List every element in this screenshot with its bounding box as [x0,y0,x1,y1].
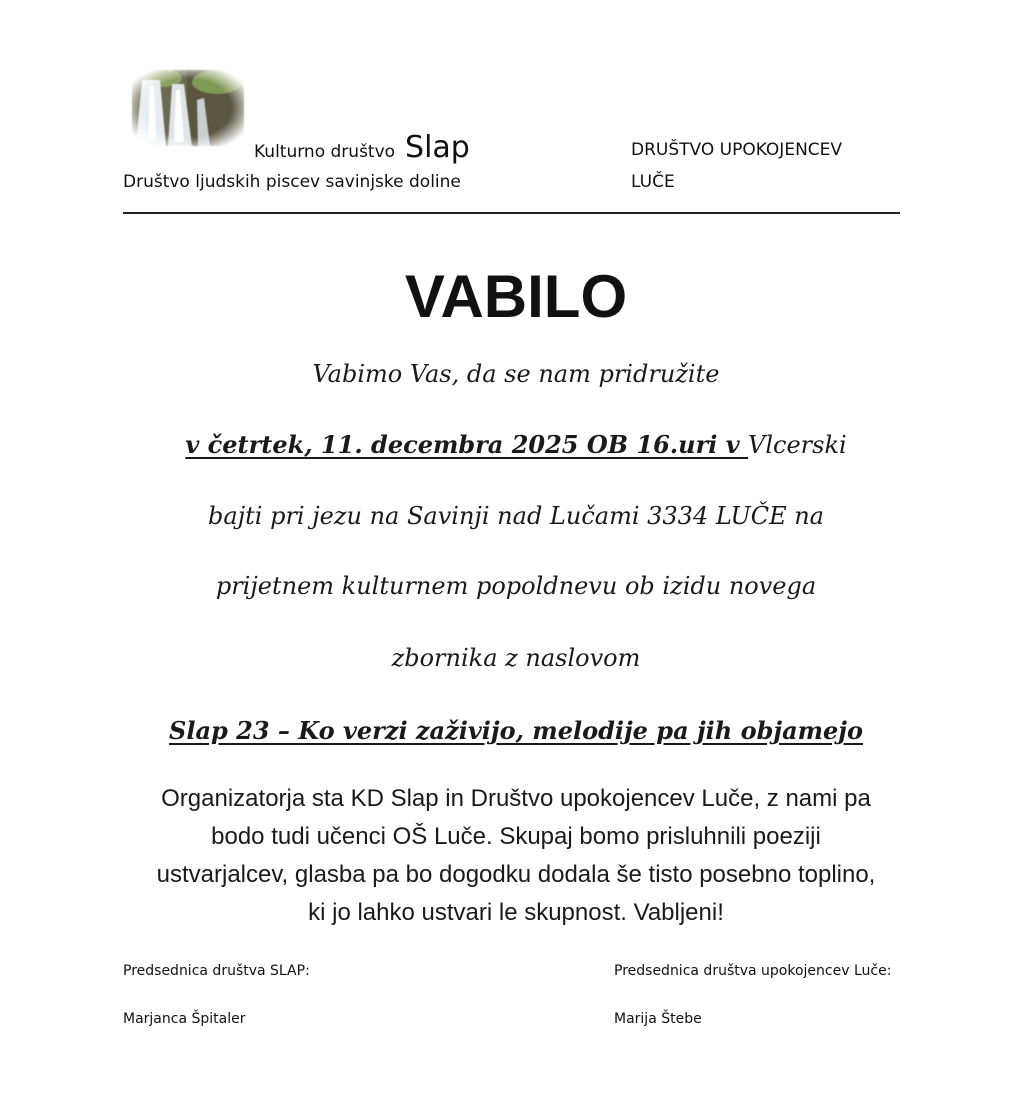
paragraph-line-4: ki jo lahko ustvari le skupnost. Vabljeni! [308,899,724,926]
paragraph-line-2: bodo tudi učenci OŠ Luče. Skupaj bomo prisluhnili poeziji [211,823,821,850]
book-title: Slap 23 – Ko verzi zaživijo, melodije pa jih objamejo [169,716,863,745]
header-divider [123,212,900,214]
invite-line-4: prijetnem kulturnem popoldnevu ob izidu novega [215,572,817,600]
paragraph-line-1: Organizatorja sta KD Slap in Društvo upokojencev Luče, z nami pa [161,785,871,812]
event-date-time: v četrtek, 11. decembra 2025 OB 16.uri v [185,430,749,459]
invitation-title: VABILO [404,263,628,330]
waterfall-logo-image [132,70,244,146]
cultural-society-name [254,130,470,165]
event-venue-start: Vlcerski [748,431,847,459]
invite-line-3: bajti pri jezu na Savinji nad Lučami 3334 LUČE na [208,502,824,530]
pensioners-society-place: LUČE [631,172,675,192]
invite-line-5: zbornika z naslovom [391,644,641,672]
invite-line-1: Vabimo Vas, da se nam pridružite [312,360,720,388]
writers-society-name: Društvo ljudskih piscev savinjske doline [123,172,461,192]
left-signature-name: Marjanca Špitaler [123,1011,246,1027]
left-signature-role: Predsednica društva SLAP: [123,963,310,979]
cultural-society-slap: Slap [405,130,470,165]
cultural-society-prefix: Kulturno društvo [254,142,396,162]
right-signature-name: Marija Štebe [614,1011,702,1027]
organizers-paragraph [120,780,912,932]
paragraph-line-3: ustvarjalcev, glasba pa bo dogodku dodala še tisto posebno toplino, [156,861,876,888]
invite-line-2 [0,430,1032,459]
right-signature-role: Predsednica društva upokojencev Luče: [614,963,892,979]
pensioners-society-name: DRUŠTVO UPOKOJENCEV [631,140,843,160]
